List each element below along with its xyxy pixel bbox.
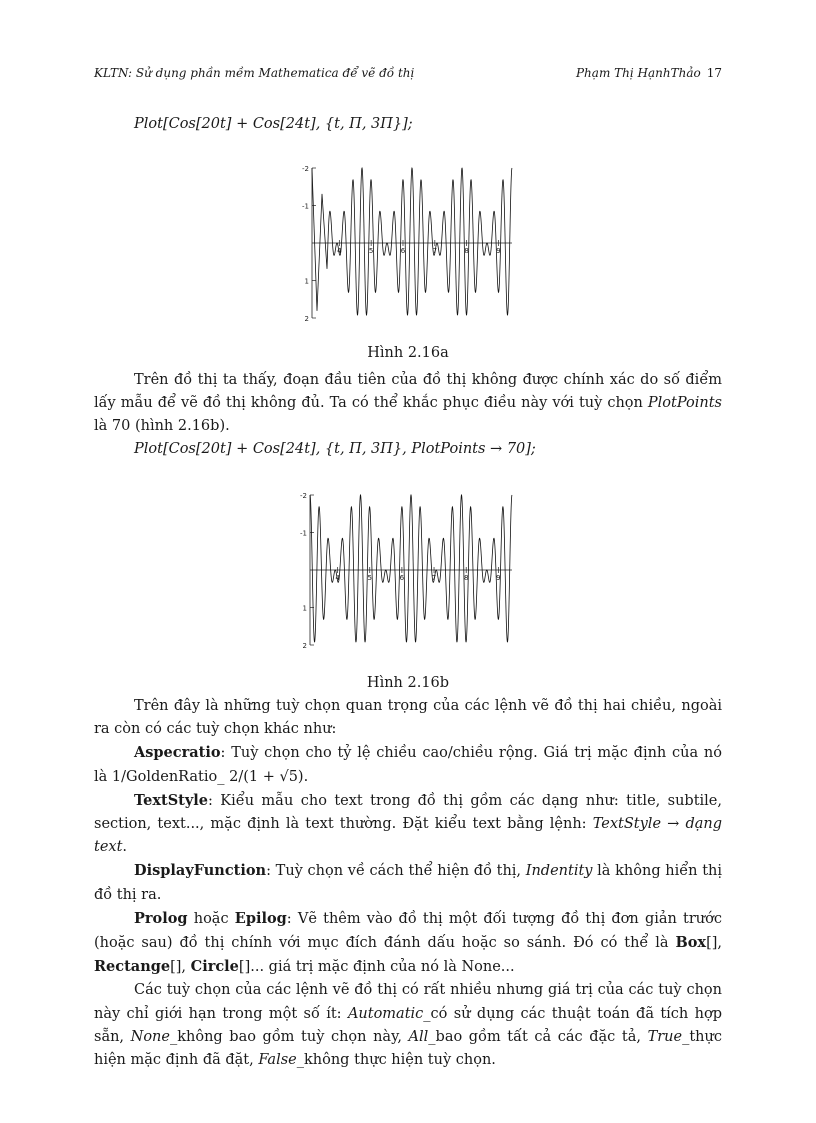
- para-textstyle-text: : Kiểu mẫu cho text trong đồ thị gồm các dạng như: title, subtile, section, text..., mặc định là text thường. Đặt kiểu text bằng lệnh:: [94, 792, 722, 833]
- x-tick-label: 4: [337, 247, 342, 255]
- value-none: None: [130, 1028, 170, 1045]
- para-7-a: Các tuỳ chọn của các lệnh vẽ đồ thị có rất nhiều nhưng giá trị của các tuỳ chọn này chỉ giới hạn trong một số ít:: [94, 982, 722, 1022]
- para-displayfunction-end: là không hiển thị đồ thị ra.: [94, 863, 723, 903]
- para-prolog: [94, 907, 722, 980]
- y-tick-label: -2: [302, 165, 309, 173]
- x-tick-label: 9: [496, 574, 501, 582]
- figure-2-16b-plot: [288, 487, 518, 652]
- x-tick-label: 4: [335, 574, 340, 582]
- term-displayfunction: DisplayFunction: [134, 862, 267, 880]
- para-7-c: _không bao gồm tuỳ chọn này,: [169, 1028, 409, 1045]
- term-box-brackets: [],: [706, 935, 722, 952]
- x-tick-label: 5: [367, 574, 372, 582]
- para-7-b: _có sử dụng các thuật toán đã tích hợp sẵn,: [94, 1005, 722, 1045]
- value-true: True: [647, 1028, 683, 1045]
- para-prolog-mid: hoặc: [187, 910, 235, 927]
- x-tick-label: 7: [432, 247, 438, 255]
- y-tick-label: 1: [304, 277, 309, 286]
- code-line-1: [134, 116, 413, 132]
- para-option-values: [94, 979, 722, 1072]
- x-tick-label: 5: [368, 247, 374, 255]
- para-prolog-text: : Vẽ thêm vào đồ thị một đối tượng đồ thị đơn giản trước (hoặc sau) đồ thị chính với mục đích đánh dấu hoặc so sánh. Đó có thể là: [94, 910, 722, 952]
- term-prolog: Prolog: [134, 909, 188, 927]
- para-1-text: Trên đồ thị ta thấy, đoạn đầu tiên của đồ thị không được chính xác do số điểm lấy mẫu để vẽ đồ thị không đủ. Ta có thể khắc phục điều này với tuỳ chọn: [94, 372, 722, 412]
- header-author: Phạm Thị HạnhThảo: [575, 66, 701, 80]
- para-1-end: là 70 (hình 2.16b).: [94, 418, 230, 435]
- code-2-function: Plot: [134, 441, 163, 457]
- y-tick-label: -1: [300, 529, 307, 538]
- y-tick-label: 1: [302, 604, 307, 613]
- x-tick-label: 7: [431, 574, 437, 582]
- paragraph-pre-fig-b: [94, 369, 722, 439]
- x-tick-label: 6: [400, 247, 406, 255]
- figure-2-16a-plot: [298, 160, 518, 325]
- para-textstyle-cmd: TextStyle → dạng text: [94, 816, 723, 856]
- term-textstyle: TextStyle: [134, 791, 209, 809]
- page-number: 17: [706, 66, 722, 80]
- code-1-args: [Cos[20t] + Cos[24t], {t, Π, 3Π}];: [162, 116, 413, 132]
- x-tick-label: 9: [496, 247, 501, 255]
- term-aspecratio: Aspecratio: [134, 744, 221, 762]
- term-rectange-brackets: [],: [170, 959, 191, 976]
- para-7-f: _không thực hiện tuỳ chọn.: [296, 1052, 496, 1069]
- value-all: All: [408, 1028, 429, 1045]
- plot-curve: [312, 168, 512, 315]
- para-textstyle-end: .: [122, 839, 128, 856]
- y-tick-label: -2: [300, 492, 307, 500]
- term-rectange: Rectange: [94, 958, 171, 976]
- term-epilog: Epilog: [234, 909, 287, 927]
- para-1-option: PlotPoints: [647, 395, 722, 412]
- y-tick-label: -1: [302, 202, 309, 211]
- para-aspecratio-text: : Tuỳ chọn cho tỷ lệ chiều cao/chiều rộng. Giá trị mặc định của nó là 1/GoldenRatio_ 2/(1 + √5).: [94, 745, 722, 785]
- body-text: [94, 695, 722, 1072]
- para-7-e: _thực hiện mặc định đã đặt,: [94, 1028, 722, 1069]
- para-2: Trên đây là những tuỳ chọn quan trọng của các lệnh vẽ đồ thị hai chiều, ngoài ra còn có các tuỳ chọn khác như:: [94, 698, 722, 738]
- para-aspecratio: [94, 741, 722, 788]
- value-automatic: Automatic: [347, 1005, 424, 1022]
- code-1-function: Plot: [134, 116, 163, 132]
- code-line-2: [134, 441, 536, 457]
- code-2-args: [Cos[20t] + Cos[24t], {t, Π, 3Π}, PlotPoints → 70];: [162, 441, 536, 457]
- para-displayfunction-opt: Indentity: [525, 863, 593, 880]
- value-false: False: [258, 1052, 297, 1069]
- term-circle: Circle: [190, 958, 239, 976]
- header-author-page: [576, 66, 722, 80]
- figure-caption-b: Hình 2.16b: [366, 675, 450, 691]
- para-displayfunction-text: : Tuỳ chọn về cách thể hiện đồ thị,: [266, 863, 526, 880]
- term-box: Box: [675, 934, 707, 952]
- x-tick-label: 8: [464, 247, 469, 255]
- x-tick-label: 6: [399, 574, 405, 582]
- para-prolog-end: []... giá trị mặc định của nó là None...: [238, 959, 515, 976]
- para-textstyle: [94, 789, 722, 860]
- x-tick-label: 8: [463, 574, 469, 582]
- plot-curve: [310, 495, 512, 642]
- y-tick-label: 2: [302, 642, 307, 650]
- y-tick-label: 2: [304, 315, 309, 323]
- header-title: KLTN: Sử dụng phần mềm Mathematica để vẽ đồ thị: [94, 66, 415, 80]
- para-7-d: _bao gồm tất cả các đặc tả,: [428, 1028, 648, 1045]
- figure-caption-a: Hình 2.16a: [367, 345, 449, 361]
- para-displayfunction: [94, 859, 722, 906]
